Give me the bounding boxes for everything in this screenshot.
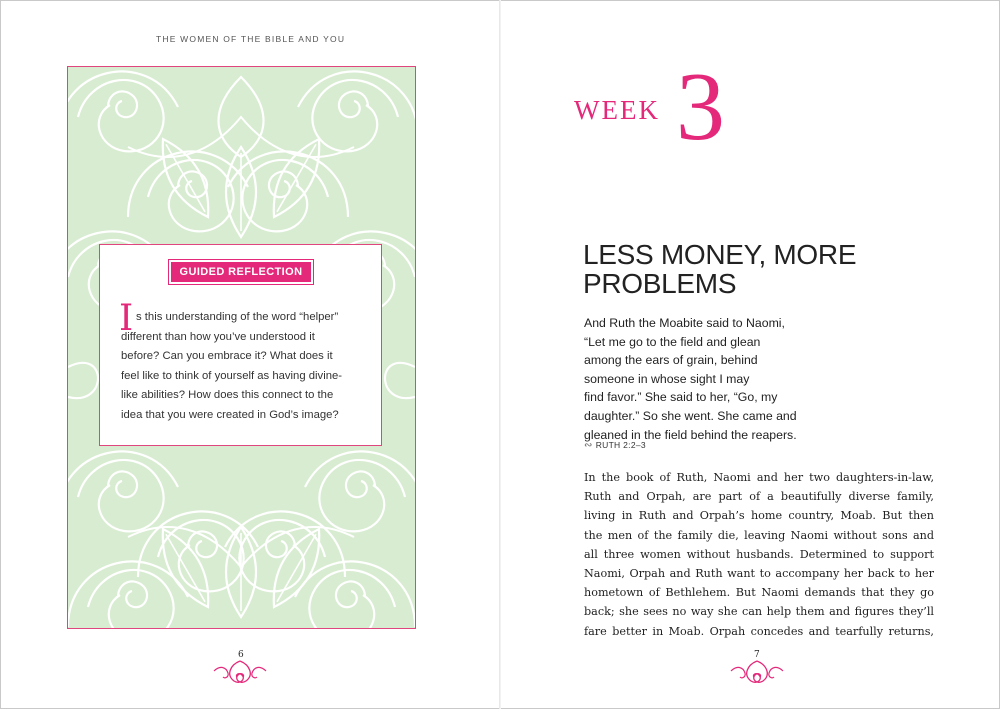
citation-text: RUTH 2:2–3 — [595, 440, 646, 450]
reflection-line: like abilities? How does this connect to the — [121, 389, 334, 402]
reflection-line: before? Can you embrace it? What does it — [121, 350, 333, 363]
body-line: fare better in Moab. Orpah concedes and tearfully returns, — [584, 624, 934, 638]
body-text — [584, 468, 934, 641]
body-line: all three women without husbands. Determined to support — [584, 547, 934, 561]
week-number: 3 — [676, 53, 725, 161]
epigraph-line: find favor.” She said to her, “Go, my — [584, 390, 778, 405]
body-line: In the book of Ruth, Naomi and her two daughters-in-law, — [584, 471, 934, 484]
reflection-text — [121, 308, 368, 426]
reflection-line: different than how you’ve understood it — [121, 330, 315, 343]
book-gutter — [499, 0, 501, 709]
body-line: back; she sees no way she can help them and figures they’ll — [584, 605, 934, 619]
body-line: Ruth and Orpah, are part of a beautifully diverse family, — [584, 490, 934, 504]
body-line: Naomi, Orpah and Ruth want to accompany her back to her — [584, 567, 934, 581]
chapter-title-line: LESS MONEY, MORE — [583, 239, 857, 270]
swirl-flourish-icon — [729, 655, 785, 691]
running-head: THE WOMEN OF THE BIBLE AND YOU — [156, 34, 346, 44]
swirl-flourish-icon — [212, 655, 268, 691]
epigraph-line: “Let me go to the field and glean — [584, 334, 761, 349]
epigraph-line: And Ruth the Moabite said to Naomi, — [584, 316, 785, 330]
epigraph — [584, 314, 797, 444]
ornamental-pattern-panel — [67, 66, 416, 629]
reflection-line: idea that you were created in God’s image? — [121, 408, 339, 421]
epigraph-line: someone in whose sight I may — [584, 371, 750, 386]
page-number-left: 6 — [238, 650, 244, 660]
body-line: the men of the family die, leaving Naomi without sons and — [584, 528, 934, 542]
epigraph-line: gleaned in the field behind the reapers. — [584, 427, 797, 442]
epigraph-line: among the ears of grain, behind — [584, 353, 758, 368]
chapter-title-line: PROBLEMS — [583, 268, 737, 299]
reflection-line: s this understanding of the word “helper” — [136, 311, 339, 323]
guided-reflection-label: GUIDED REFLECTION — [171, 262, 311, 282]
body-line: living in Ruth and Orpah’s home country, Moab. But then — [584, 509, 934, 523]
scripture-citation — [584, 440, 646, 451]
chapter-title — [583, 240, 856, 298]
reflection-line: feel like to think of yourself as having divine- — [121, 369, 343, 382]
week-label: WEEK — [574, 95, 660, 125]
drop-cap: I — [119, 298, 134, 339]
body-line: hometown of Bethlehem. But Naomi demands that they go — [584, 586, 934, 600]
epigraph-line: daughter.” So she went. She came and — [584, 408, 797, 423]
page-number-right: 7 — [754, 650, 760, 660]
guided-reflection-box — [99, 244, 382, 446]
swirl-citation-icon: ∾ — [584, 440, 593, 451]
